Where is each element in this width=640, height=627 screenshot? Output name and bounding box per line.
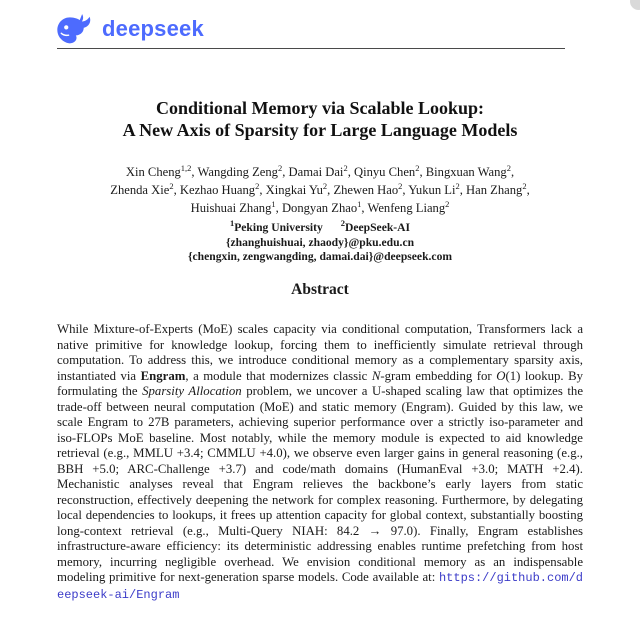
affiliation-item: $^1$Peking University [229,218,323,234]
abstract-segment: N [371,368,381,383]
corner-artifact [630,0,640,10]
paper-title-line-2: A New Axis of Sparsity for Large Language Models [122,120,518,140]
abstract-heading: Abstract [291,281,349,298]
author-line: Huishuai Zhang$^1$, Dongyan Zhao$^1$, Wenfeng Liang$^2$ [190,198,450,215]
deepseek-whale-logo-icon [56,13,97,45]
header-divider [57,48,565,49]
abstract-segment: (1) lookup. By formulating the [57,368,584,398]
author-line: Xin Cheng$^{1,2}$, Wangding Zeng$^2$, Damai Dai$^2$, Qinyu Chen$^2$, Bingxuan Wang$^2$, [125,162,515,179]
paper-title-line-1: Conditional Memory via Scalable Lookup: [155,98,485,118]
abstract-segment: problem, we uncover a U-shaped scaling law that optimizes the trade-off between neural computation (MoE) and static memory (Engram). Guided by this law, we scale Engram to 27B parameters, achieving superior performance over a strictly iso-parameter and iso-FLOPs MoE baseline. Most notably, while the memory module is expected to aid knowledge retrieval (e.g., MMLU +3.4; CMMLU +4.0), we observe even larger gains in general reasoning (e.g., BBH +5.0; ARC-Challenge +3.7) and code/math domains (HumanEval +3.0; MATH +2.4). Mechanistic analyses reveal that Engram relieves the backbone’s early layers from static reconstruction, effectively deepening the network for complex reasoning. Furthermore, by delegating local dependencies to lookups, it frees up attention capacity for global context, substantially boosting long-context retrieval (e.g., Multi-Query NIAH: 84.2 → 97.0). Finally, Engram establishes infrastructure-aware efficiency: its deterministic addressing enables runtime prefetching from host memory, incurring negligible overhead. We envision conditional memory as an indispensable modeling primitive for next-generation sparse models. Code available at: [57,384,583,584]
email-deepseek: {chengxin, zengwangding, damai.dai}@deepseek.com [187,250,453,263]
author-list [0,163,640,217]
abstract-segment: , a module that modernizes classic [185,368,372,383]
header [56,13,204,45]
paper-title [0,97,640,141]
abstract-segment: Sparsity Allocation [142,384,242,398]
author-line: Zhenda Xie$^2$, Kezhao Huang$^2$, Xingkai Yu$^2$, Zhewen Hao$^2$, Yukun Li$^2$, Han Zhang$^2$, [110,180,530,197]
abstract-text [57,322,583,603]
abstract-segment: Engram [140,368,186,383]
abstract-segment: While Mixture-of-Experts (MoE) scales capacity via conditional computation, Transformers lack a native primitive for knowledge lookup, forcing them to inefficiently simulate retrieval through computation. To address this, we introduce conditional memory as a complementary sparsity axis, instantiated via [57,322,583,383]
email-pku: {zhanghuishuai, zhaody}@pku.edu.cn [225,236,415,249]
abstract-segment: -gram embedding for [380,368,497,383]
github-link[interactable]: https://github.com/deepseek-ai/Engram [57,571,583,602]
affiliation-item: $^2$DeepSeek-AI [340,218,411,234]
abstract-segment: O [496,368,506,383]
affiliations [0,218,640,235]
deepseek-wordmark: deepseek [102,16,204,41]
